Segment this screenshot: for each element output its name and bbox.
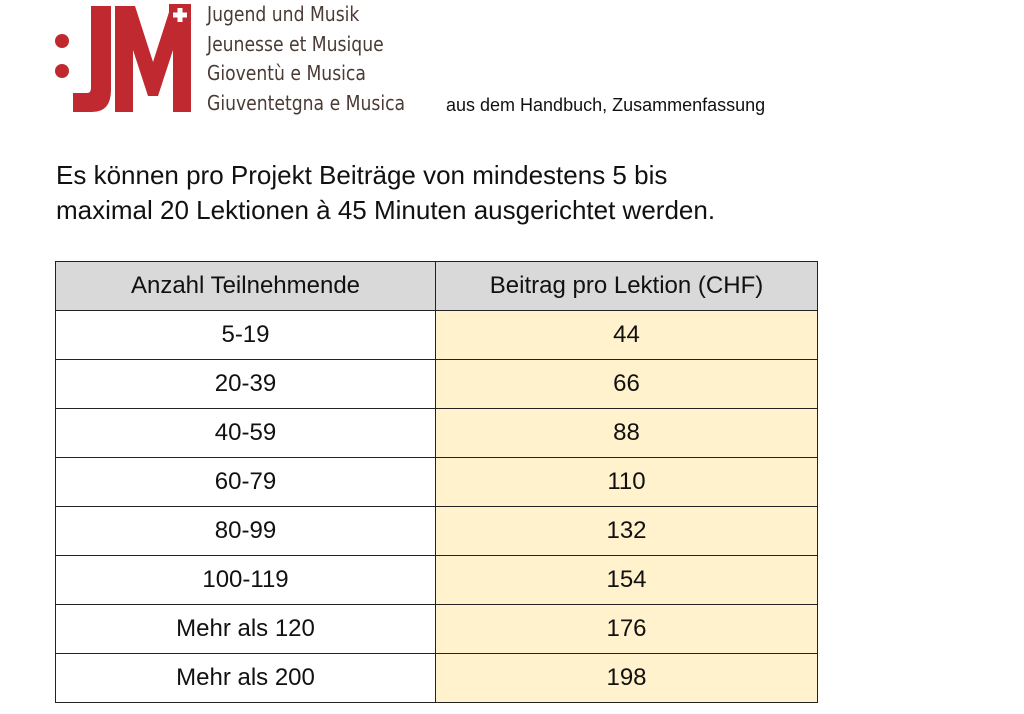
intro-text xyxy=(56,158,856,228)
table-header-row xyxy=(56,262,818,311)
fee-cell: 176 xyxy=(436,605,818,654)
participants-cell: 40-59 xyxy=(56,409,436,458)
fee-cell: 88 xyxy=(436,409,818,458)
logo-letter-j xyxy=(73,6,111,112)
table-row xyxy=(56,409,818,458)
organization-names xyxy=(207,0,405,118)
participants-cell: 5-19 xyxy=(56,311,436,360)
swiss-cross-icon xyxy=(169,4,191,26)
subtitle: aus dem Handbuch, Zusammenfassung xyxy=(446,95,766,115)
participants-cell: 20-39 xyxy=(56,360,436,409)
jm-logo xyxy=(54,4,194,116)
participants-cell: Mehr als 120 xyxy=(56,605,436,654)
fee-cell: 132 xyxy=(436,507,818,556)
participants-cell: 60-79 xyxy=(56,458,436,507)
table-row xyxy=(56,360,818,409)
fee-cell: 110 xyxy=(436,458,818,507)
participants-cell: 80-99 xyxy=(56,507,436,556)
org-name-it: Gioventù e Musica xyxy=(207,61,366,85)
org-name-de: Jugend und Musik xyxy=(207,2,360,26)
fee-table xyxy=(55,261,818,703)
fee-cell: 66 xyxy=(436,360,818,409)
table-row xyxy=(56,556,818,605)
fee-cell: 198 xyxy=(436,654,818,703)
column-header-fee: Beitrag pro Lektion (CHF) xyxy=(436,262,818,311)
org-name-rm: Giuventetgna e Musica xyxy=(207,90,406,115)
participants-cell: 100-119 xyxy=(56,556,436,605)
column-header-participants: Anzahl Teilnehmende xyxy=(56,262,436,311)
table-row xyxy=(56,311,818,360)
logo-dot-lower xyxy=(55,64,69,78)
fee-cell: 154 xyxy=(436,556,818,605)
table-row xyxy=(56,458,818,507)
intro-line-2: maximal 20 Lektionen à 45 Minuten ausgerichtet werden. xyxy=(56,195,716,225)
fee-cell: 44 xyxy=(436,311,818,360)
intro-line-1: Es können pro Projekt Beiträge von mindestens 5 bis xyxy=(56,160,668,190)
logo-dot-upper xyxy=(55,34,69,48)
org-name-fr: Jeunesse et Musique xyxy=(207,31,384,56)
table-row xyxy=(56,605,818,654)
participants-cell: Mehr als 200 xyxy=(56,654,436,703)
table-row xyxy=(56,654,818,703)
table-row xyxy=(56,507,818,556)
